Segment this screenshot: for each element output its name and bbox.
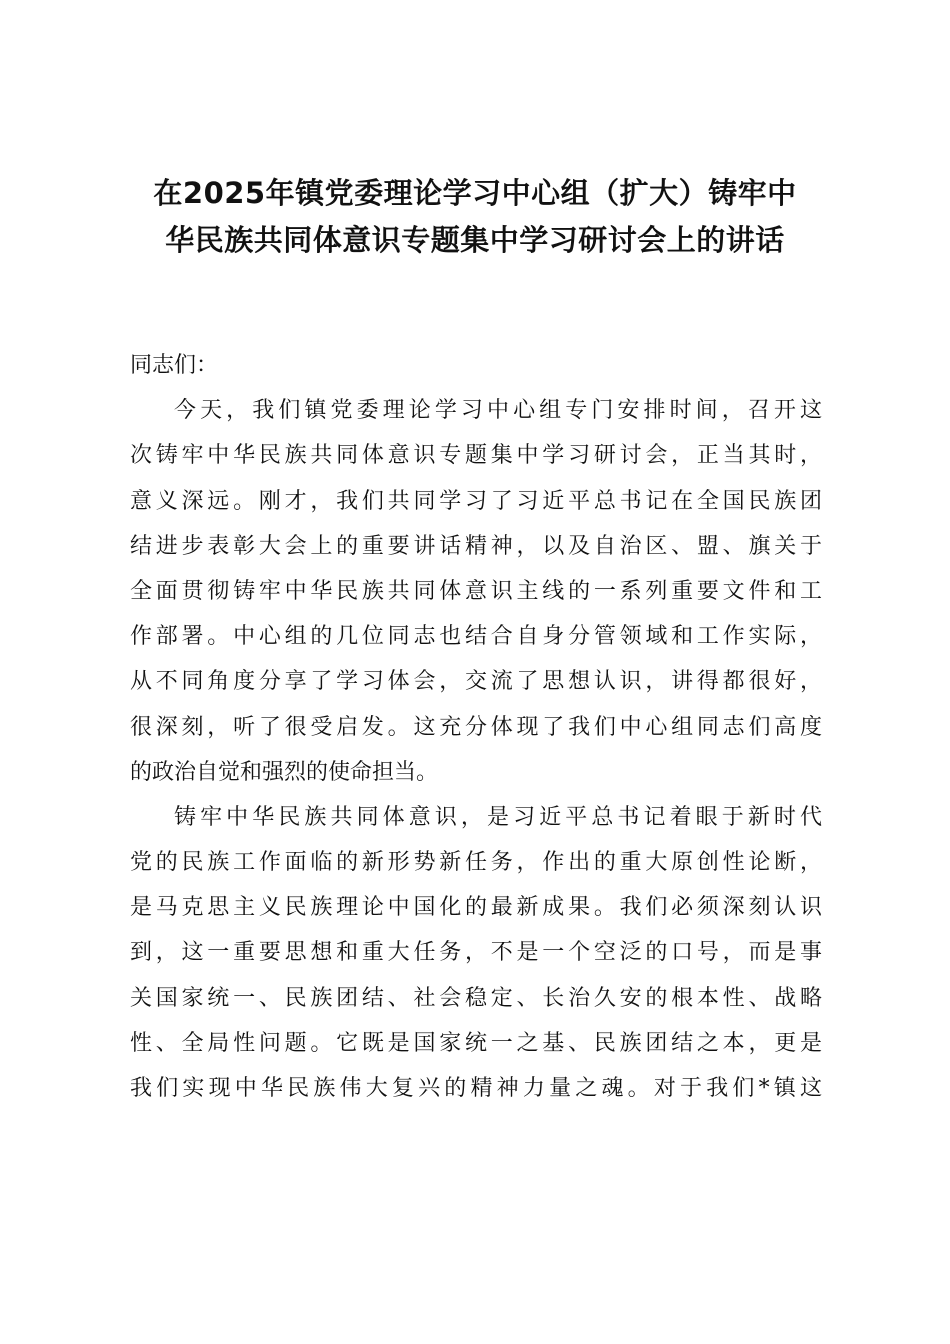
paragraph-line: 全面贯彻铸牢中华民族共同体意识主线的一系列重要文件和工 [130, 578, 822, 604]
paragraph-line: 很深刻，听了很受启发。这充分体现了我们中心组同志们高度 [130, 714, 822, 740]
paragraph-line: 从不同角度分享了学习体会，交流了思想认识，讲得都很好， [130, 669, 822, 695]
paragraph-line: 意义深远。刚才，我们共同学习了习近平总书记在全国民族团 [130, 488, 822, 514]
paragraph-2 [130, 795, 822, 1111]
paragraph-line: 是马克思主义民族理论中国化的最新成果。我们必须深刻认识 [130, 895, 822, 921]
title-line: 华民族共同体意识专题集中学习研讨会上的讲话 [165, 223, 785, 257]
paragraph-line: 今天，我们镇党委理论学习中心组专门安排时间，召开这 [174, 398, 822, 424]
paragraph-line: 作部署。中心组的几位同志也结合自身分管领域和工作实际， [130, 624, 822, 650]
paragraph-line: 性、全局性问题。它既是国家统一之基、民族团结之本，更是 [130, 1030, 822, 1056]
paragraph-line: 到，这一重要思想和重大任务，不是一个空泛的口号，而是事 [130, 940, 822, 966]
paragraph-line: 关国家统一、民族团结、社会稳定、长治久安的根本性、战略 [130, 985, 822, 1011]
paragraph-line: 党的民族工作面临的新形势新任务，作出的重大原创性论断， [130, 850, 822, 876]
paragraph-line: 我们实现中华民族伟大复兴的精神力量之魂。对于我们*镇这 [130, 1076, 822, 1101]
salutation: 同志们： [130, 353, 219, 378]
document-title [120, 170, 830, 264]
document-body [130, 343, 822, 1111]
paragraph-line: 次铸牢中华民族共同体意识专题集中学习研讨会，正当其时， [130, 443, 822, 469]
title-line: 在2025年镇党委理论学习中心组（扩大）铸牢中 [153, 176, 797, 210]
paragraph-1 [130, 388, 822, 795]
paragraph-line: 铸牢中华民族共同体意识，是习近平总书记着眼于新时代 [174, 804, 822, 830]
paragraph-line: 结进步表彰大会上的重要讲话精神，以及自治区、盟、旗关于 [130, 533, 822, 559]
paragraph-line: 的政治自觉和强烈的使命担当。 [130, 759, 439, 785]
